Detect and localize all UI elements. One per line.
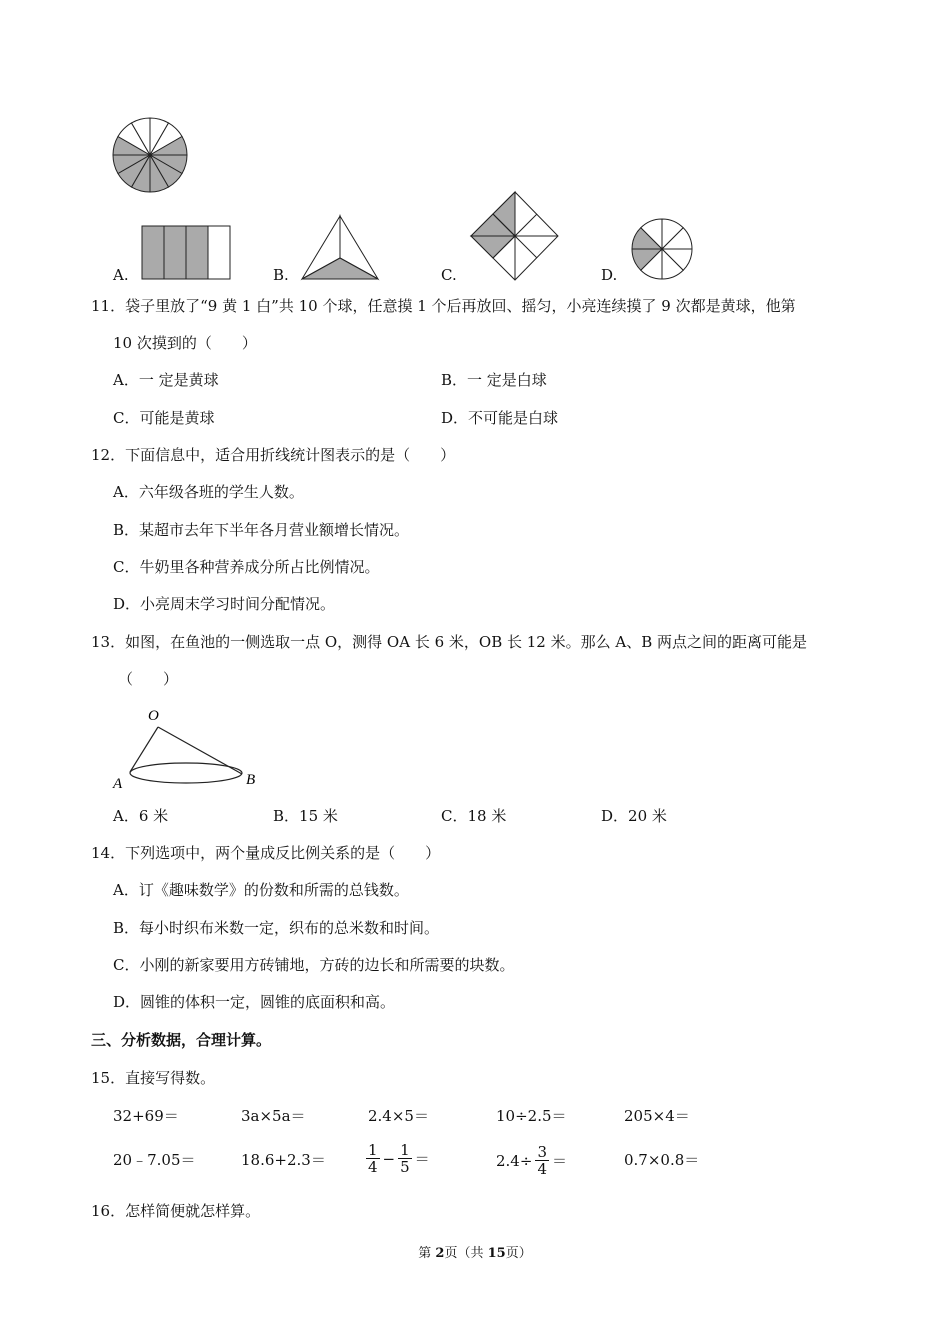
q14-option-a: A．订《趣味数学》的份数和所需的总钱数。 <box>113 881 409 899</box>
expr-prefix: 2.4÷ <box>496 1151 533 1170</box>
q10-option-c-label: C. <box>441 266 457 284</box>
q11-stem-line1: 11．袋子里放了“9 黄 1 白”共 10 个球，任意摸 1 个后再放回、摇匀，小亮连续摸了 9 次都是黄球，他第 <box>91 297 796 315</box>
small-circle-figure <box>630 217 694 281</box>
q12-option-d: D．小亮周末学习时间分配情况。 <box>113 595 336 613</box>
section-3-heading: 三、分析数据，合理计算。 <box>91 1031 272 1049</box>
equals-sign: ＝ <box>414 1150 430 1168</box>
q13-stem-line1: 13．如图，在鱼池的一侧选取一点 O，测得 OA 长 6 米，OB 长 12 米。那么 A、B 两点之间的距离可能是 <box>91 633 808 651</box>
q12-option-b: B．某超市去年下半年各月营业额增长情况。 <box>113 521 410 539</box>
q10-option-a-label: A. <box>113 266 129 284</box>
frac-numerator: 3 <box>537 1143 547 1161</box>
q15-r2c2: 18.6+2.3＝ <box>241 1151 326 1169</box>
page-footer <box>0 1244 950 1264</box>
q14-option-b: B．每小时织布米数一定，织布的总米数和时间。 <box>113 919 440 937</box>
q15-r2c4 <box>496 1144 567 1177</box>
pond-figure <box>108 700 278 795</box>
point-a-label: A <box>113 776 123 792</box>
q13-option-c: C．18 米 <box>441 807 507 825</box>
q13-stem-line2: （ ） <box>118 670 179 688</box>
minus-sign: − <box>382 1149 396 1168</box>
q14-stem: 14．下列选项中，两个量成反比例关系的是（ ） <box>91 844 441 862</box>
point-b-label: B <box>246 772 256 788</box>
q14-option-c: C．小刚的新家要用方砖铺地，方砖的边长和所需要的块数。 <box>113 956 515 974</box>
footer-pre: 第 <box>418 1246 436 1261</box>
q13-option-d: D．20 米 <box>601 807 667 825</box>
q15-stem: 15．直接写得数。 <box>91 1069 216 1087</box>
footer-page-number: 2 <box>435 1246 445 1261</box>
q12-option-c: C．牛奶里各种营养成分所占比例情况。 <box>113 558 380 576</box>
q14-option-d: D．圆锥的体积一定，圆锥的底面积和高。 <box>113 993 396 1011</box>
frac-denominator: 4 <box>537 1160 547 1178</box>
q11-option-d: D．不可能是白球 <box>441 409 559 427</box>
q12-option-a: A．六年级各班的学生人数。 <box>113 483 304 501</box>
reference-circle-figure <box>110 115 190 195</box>
q15-r1c4: 10÷2.5＝ <box>496 1107 567 1125</box>
frac2-denominator: 5 <box>400 1158 410 1176</box>
frac1-denominator: 4 <box>368 1158 378 1176</box>
q15-r2c5: 0.7×0.8＝ <box>624 1151 700 1169</box>
footer-mid: 页（共 <box>444 1246 488 1261</box>
q11-stem-line2: 10 次摸到的（ ） <box>113 334 257 352</box>
q15-r1c1: 32+69＝ <box>113 1107 179 1125</box>
q15-r2c1: 20﹣7.05＝ <box>113 1151 196 1169</box>
q10-option-b-label: B. <box>273 266 289 284</box>
q11-option-a: A．一 定是黄球 <box>113 371 219 389</box>
q10-option-d-label: D. <box>601 266 618 284</box>
diamond-figure <box>470 191 560 283</box>
q13-option-b: B．15 米 <box>273 807 338 825</box>
q15-r2c3 <box>366 1142 430 1175</box>
footer-post: 页） <box>505 1246 532 1261</box>
triangle-figure <box>300 214 380 282</box>
q11-option-b: B．一 定是白球 <box>441 371 547 389</box>
q13-option-a: A．6 米 <box>113 807 169 825</box>
q15-r1c2: 3a×5a＝ <box>241 1107 306 1125</box>
q11-option-c: C．可能是黄球 <box>113 409 215 427</box>
q12-stem: 12．下面信息中，适合用折线统计图表示的是（ ） <box>91 446 456 464</box>
footer-total-pages: 15 <box>487 1246 506 1261</box>
rectangle-figure <box>141 225 233 281</box>
q16-stem: 16．怎样简便就怎样算。 <box>91 1202 261 1220</box>
frac2-numerator: 1 <box>400 1141 410 1159</box>
q15-r1c5: 205×4＝ <box>624 1107 690 1125</box>
frac1-numerator: 1 <box>368 1141 378 1159</box>
equals-sign: ＝ <box>551 1152 567 1170</box>
point-o-label: O <box>148 708 159 724</box>
q15-r1c3: 2.4×5＝ <box>368 1107 429 1125</box>
